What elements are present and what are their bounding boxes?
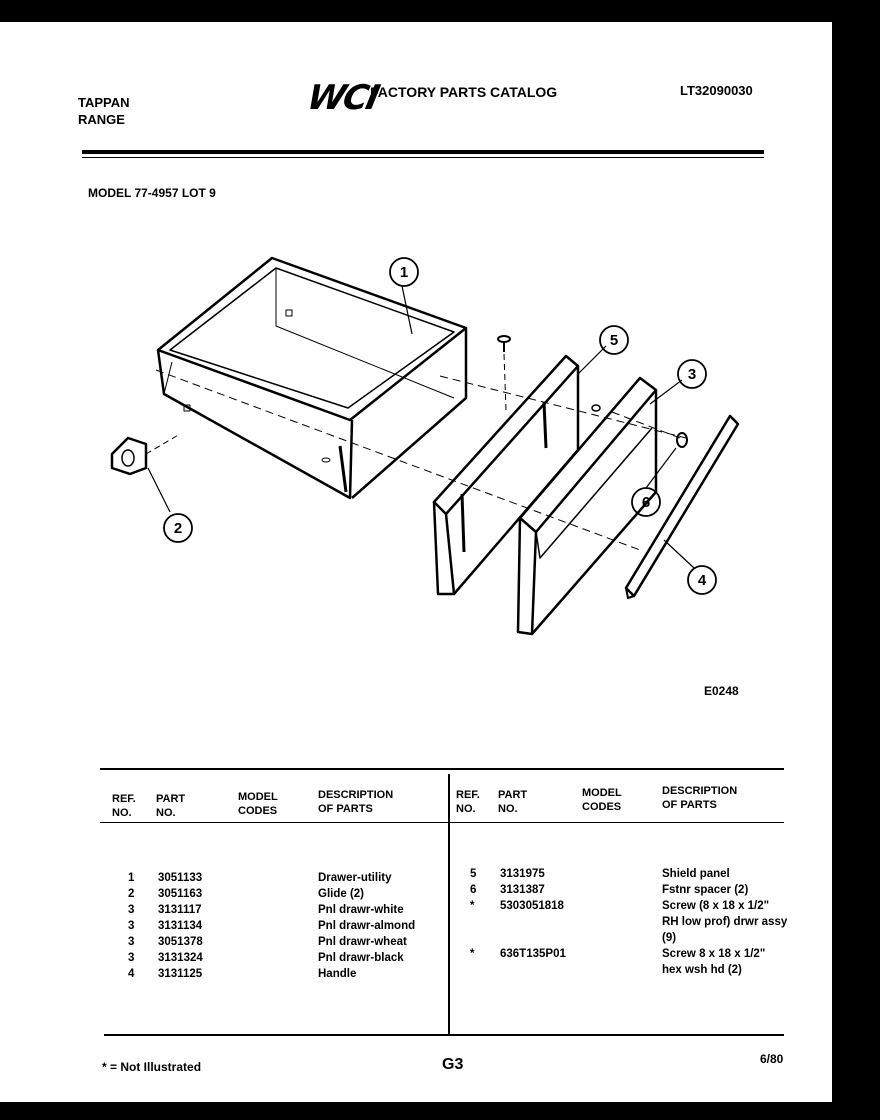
- callout-4: 4: [697, 572, 707, 589]
- callout-5: 5: [609, 332, 619, 349]
- brand-block: [78, 94, 130, 128]
- table-header-rule: [100, 822, 784, 823]
- drawer-part: [158, 258, 466, 498]
- brand-name: TAPPAN: [78, 95, 130, 110]
- catalog-number: LT32090030: [680, 83, 753, 98]
- screw-part: [498, 336, 510, 410]
- leader-lines: [148, 286, 697, 568]
- right-header-model: MODEL CODES: [582, 787, 622, 813]
- callout-2: 2: [173, 520, 183, 537]
- header-rule-thin: [82, 157, 764, 158]
- callout-3: 3: [687, 366, 697, 383]
- wci-logo: WCI: [303, 78, 382, 118]
- catalog-title: FACTORY PARTS CATALOG: [370, 84, 558, 100]
- left-header-ref: REF. NO.: [112, 793, 136, 819]
- right-header-part: PART NO.: [498, 789, 528, 815]
- catalog-page: TAPPAN RANGE WCI FACTORY PARTS CATALOG LT32090030 MODEL 77-4957 LOT 9 1 2 3 4 5 6 E0248 REF. NO. PART NO. MODEL CODES DESCRIPTION OF PARTS REF. NO. PART NO. MODEL CODES DESCRIPTION OF PARTS 1 3051133 Drawer-utility 2 3051163 Glide (2) 3 3131117 Pnl drawr-white 3 3131134 Pnl drawr-almond 3 3051378 Pnl drawr-wheat 3 3131324 Pnl drawr-black 4 3131125 Handle 5 3131975 Shield panel 6 3131387 Fstnr spacer (2) * 5303051818 Screw (8 x 18 x 1/2" RH low prof) drwr assy (9) * 636T135P01 Screw 8 x 18 x 1/2" hex wsh hd (2) * = Not Illustrated G3 6/80: [0, 22, 832, 1102]
- left-header-part: PART NO.: [156, 793, 186, 819]
- table-bottom-rule: [104, 1034, 784, 1036]
- footnote: * = Not Illustrated: [102, 1060, 202, 1074]
- page-number: G3: [442, 1056, 464, 1073]
- diagram-code: E0248: [704, 684, 739, 698]
- left-header-model: MODEL CODES: [238, 791, 278, 817]
- exploded-parts-diagram: [0, 222, 832, 682]
- right-header-desc: DESCRIPTION OF PARTS: [662, 785, 738, 811]
- table-top-rule: [100, 768, 784, 770]
- callout-6: 6: [641, 494, 651, 511]
- table-divider: [448, 774, 450, 1034]
- left-header-desc: DESCRIPTION OF PARTS: [318, 789, 394, 815]
- callout-circles: [164, 258, 716, 594]
- header-rule: [82, 150, 764, 154]
- catalog-date: 6/80: [760, 1052, 784, 1066]
- assembly-lines: [156, 370, 686, 550]
- product-type: RANGE: [78, 112, 125, 127]
- model-line: MODEL 77-4957 LOT 9: [88, 186, 216, 200]
- spacer-part: [677, 433, 687, 447]
- glide-part: [112, 434, 180, 474]
- right-header-ref: REF. NO.: [456, 789, 480, 815]
- callout-1: 1: [399, 264, 409, 281]
